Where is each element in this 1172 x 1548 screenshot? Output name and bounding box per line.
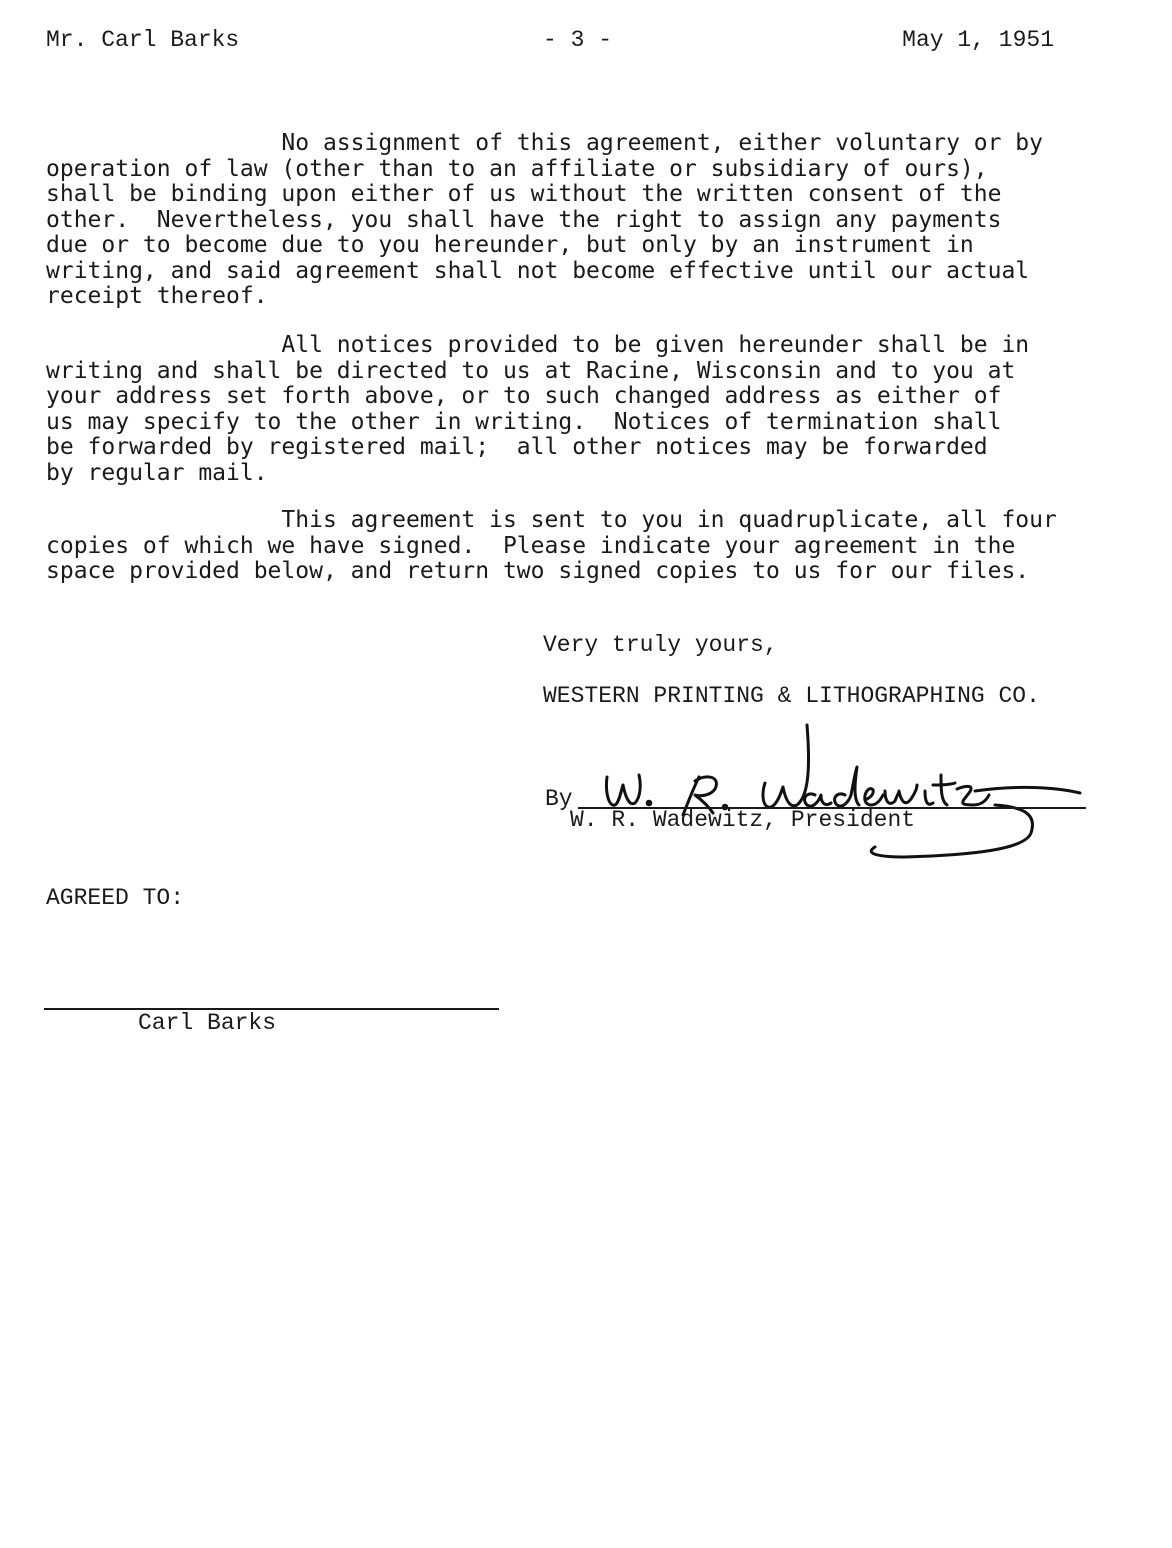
handwritten-signature [575,715,1095,865]
paragraph-quadruplicate: This agreement is sent to you in quadruplicate, all four copies of which we have signed. Please indicate your agreement in the space provided below, and return two signed copies to us for our files. [46,507,1057,584]
paragraph-assignment: No assignment of this agreement, either voluntary or by operation of law (other than to an affiliate or subsidiary of ours), shall be binding upon either of us without the written consent of the other. Nevertheless, you shall have the right to assign any payments due or to become due to you hereunder, but only by an instrument in writing, and said agreement shall not become effective until our actual receipt thereof. [46,130,1043,309]
company-name: WESTERN PRINTING & LITHOGRAPHING CO. [543,683,1040,709]
page-number: - 3 - [543,27,613,53]
closing-salutation: Very truly yours, [543,632,778,658]
acceptance-party-name: Carl Barks [138,1010,277,1036]
signer-name-title: W. R. Wadewitz, President [570,807,916,833]
by-label: By [545,786,573,812]
letter-date: May 1, 1951 [902,27,1054,53]
addressee-header: Mr. Carl Barks [46,27,240,53]
agreed-to-label: AGREED TO: [46,885,185,911]
paragraph-notices: All notices provided to be given hereunder shall be in writing and shall be directed to us at Racine, Wisconsin and to you at your address set forth above, or to such changed address as either of us may specify to the other in writing. Notices of termination shall be forwarded by registered mail; all other notices may be forwarded by regular mail. [46,332,1030,486]
